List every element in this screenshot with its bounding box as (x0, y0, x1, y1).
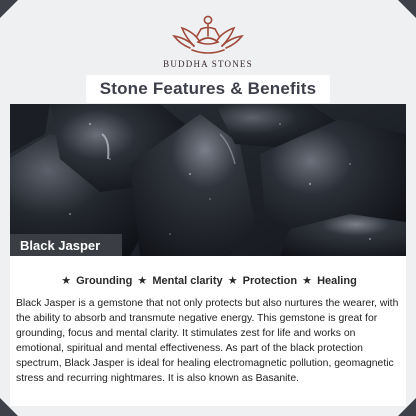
features-row (10, 274, 406, 287)
corner-decoration (0, 0, 18, 18)
star-icon: ★ (61, 275, 72, 287)
star-icon: ★ (137, 275, 148, 287)
stone-name: Black Jasper (20, 237, 101, 253)
feature-item: Mental clarity (152, 275, 223, 287)
feature-item: Protection (242, 275, 298, 287)
feature-item: Grounding (76, 275, 133, 287)
corner-decoration (398, 398, 416, 416)
corner-decoration (398, 0, 416, 18)
section-banner (86, 75, 330, 103)
feature-item: Healing (317, 275, 357, 287)
description-panel (10, 256, 406, 406)
banner-title: Stone Features & Benefits (99, 79, 317, 98)
header (0, 0, 416, 106)
brand-name: BUDDHA STONES (163, 59, 253, 69)
stone-description: Black Jasper is a gemstone that not only protects but also nurtures the wearer, with the ability to absorb and transmute negative energy. This gemstone is great for grounding, focus and mental clarity. It stimulates zest for life and works on emotional, spiritual and mental effectiveness. As part of the black protection spectrum, Black Jasper is ideal for healing electromagnetic pollution, geomagnetic stress and recurring nightmares. It is also known as Basanite. (16, 298, 399, 384)
corner-decoration (0, 398, 18, 416)
star-icon: ★ (302, 275, 312, 287)
lotus-meditation-icon (172, 12, 244, 58)
stone-name-label (10, 234, 122, 256)
star-icon: ★ (227, 275, 238, 287)
